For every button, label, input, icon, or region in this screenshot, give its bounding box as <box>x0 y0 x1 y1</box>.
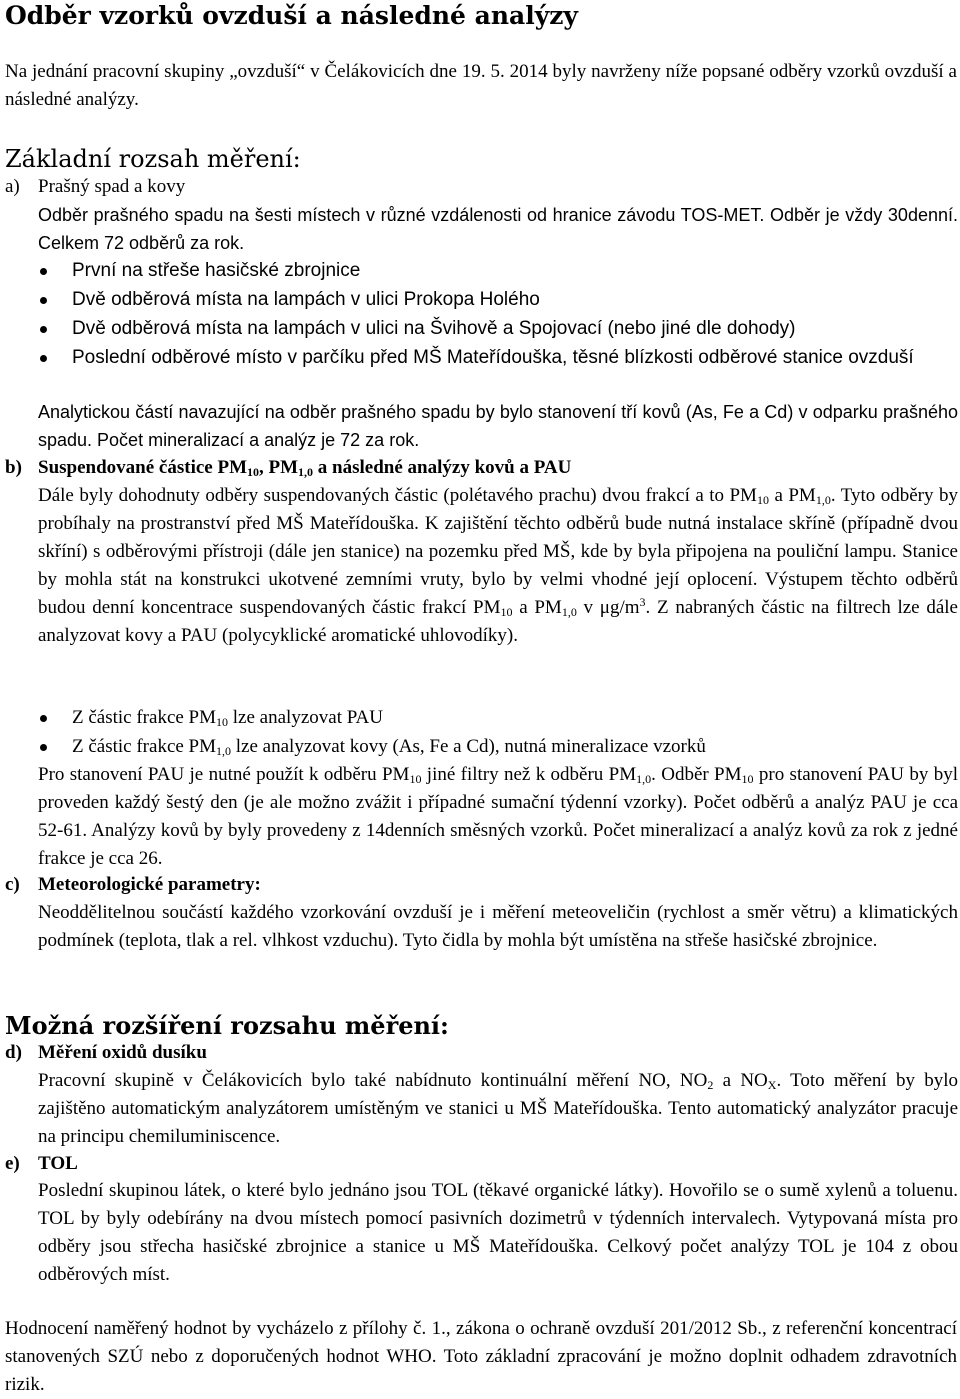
list-item: Z částic frakce $PM_{10}$ lze analyzovat PAU <box>38 704 958 732</box>
section-e-title: TOL <box>38 1153 78 1174</box>
section-d-description: Pracovní skupině v Čelákovicích bylo také nabídnuto kontinuální měření NO, $NO_2$ a $NO_X$. Toto měření by bylo zajištěno automatickým analyzátorem umístěným ve stanici u MŠ Mateřídouška. Tento automatický analyzátor pracuje na principu chemiluminiscence. <box>38 1070 958 1147</box>
list-item: Poslední odběrové místo v parčíku před MŠ Mateřídouška, těsné blízkosti odběrové stanice ovzduší <box>38 344 958 372</box>
section-e-description: Poslední skupinou látek, o které bylo jednáno jsou TOL (těkavé organické látky). Hovořilo se o sumě xylenů a toluenu. TOL by byly odebírány na dvou místech pomocí pasivních dozimetrů v týdenních intervalech. Vytypovaná místa pro odběry jsou střecha hasičské zbrojnice a stanice u MŠ Mateřídouška. Celkový počet analýzy TOL je 104 z obou odběrových míst. <box>38 1180 958 1285</box>
section-a-analysis: Analytickou částí navazující na odběr prašného spadu by bylo stanovení tří kovů (As, Fe a Cd) v odparku prašného spadu. Počet mineralizací a analýz je 72 za rok. <box>38 402 958 450</box>
bullet-icon <box>40 355 47 362</box>
list-item: Dvě odběrová místa na lampách v ulici na Švihově a Spojovací (nebo jiné dle dohody) <box>38 315 958 343</box>
extended-scope-heading: Možná rozšíření rozsahu měření: <box>5 1011 449 1040</box>
section-c-title: Meteorologické parametry: <box>38 874 261 895</box>
section-a-label: a) <box>5 176 20 197</box>
list-item: První na střeše hasičské zbrojnice <box>38 257 958 285</box>
section-d-label: d) <box>5 1042 22 1063</box>
section-b-paragraph-1: Dále byly dohodnuty odběry suspendovaných částic (polétavého prachu) dvou frakcí a to $PM_{10}$ a $PM_{1,0}$. Tyto odběry by probíhaly na prostranství před MŠ Mateřídouška. K zajištění těchto odběrů bude nutná instalace skříně (případně dvou skříní) s odběrovými přístroji (dále jen stanice) na pozemku před MŠ, kde by byla připojena na pouliční lampu. Stanice by mohla stát na konstrukci ukotvené zemními vruty, bylo by velmi vhodné její oplocení. Výstupem těchto odběrů budou denní koncentrace suspendovaných částic frakcí $PM_{10}$ a $PM_{1,0}$ v $\mu g/m^3$. Z nabraných částic na filtrech lze dále analyzovat kovy a PAU (polycyklické aromatické uhlovodíky). <box>38 485 958 646</box>
section-e-label: e) <box>5 1153 20 1174</box>
section-b-label: b) <box>5 457 22 478</box>
intro-paragraph: Na jednání pracovní skupiny „ovzduší“ v Čelákovicích dne 19. 5. 2014 byly navrženy níže popsané odběry vzorků ovzduší a následné analýzy. <box>5 61 957 110</box>
section-b-title: Suspendované částice $PM_{10}$, $PM_{1,0}$ a následné analýzy kovů a PAU <box>38 457 572 479</box>
section-c-description: Neoddělitelnou součástí každého vzorkování ovzduší je i měření meteoveličin (rychlost a směr větru) a klimatických podmínek (teplota, tlak a rel. vlhkost vzduchu). Tyto čidla by mohla být umístěna na střeše hasičské zbrojnice. <box>38 902 958 951</box>
bullet-icon <box>40 297 47 304</box>
section-d-title: Měření oxidů dusíku <box>38 1042 207 1063</box>
basic-scope-heading: Základní rozsah měření: <box>5 145 301 173</box>
section-c-label: c) <box>5 874 20 895</box>
section-a-description: Odběr prašného spadu na šesti místech v různé vzdálenosti od hranice závodu TOS-MET. Odběr je vždy 30denní. Celkem 72 odběrů za rok. <box>38 205 958 253</box>
closing-paragraph: Hodnocení naměřený hodnot by vycházelo z přílohy č. 1., zákona o ochraně ovzduší 201/2012 Sb., z referenční koncentrací stanovených SZÚ nebo z doporučených hodnot WHO. Toto základní zpracování je možno doplnit odhadem zdravotních rizik. <box>5 1318 957 1395</box>
bullet-icon <box>40 268 47 275</box>
document-title: Odběr vzorků ovzduší a následné analýzy <box>5 1 578 30</box>
list-item: Dvě odběrová místa na lampách v ulici Prokopa Holého <box>38 286 958 314</box>
bullet-icon <box>40 326 47 333</box>
section-b-paragraph-2: Pro stanovení PAU je nutné použít k odběru $PM_{10}$ jiné filtry než k odběru $PM_{1,0}$. Odběr $PM_{10}$ pro stanovení PAU by byl proveden každý šestý den (je ale možno zvážit i případné sumační týdenní vzorky). Počet odběrů a analýz PAU je cca 52-61. Analýzy kovů by byly provedeny z 14denních směsných vzorků. Počet mineralizací a analýz kovů za rok z jedné frakce je cca 26. <box>38 764 958 869</box>
bullet-icon <box>40 744 47 751</box>
list-item: Z částic frakce $PM_{1,0}$ lze analyzovat kovy (As, Fe a Cd), nutná mineralizace vzorků <box>38 733 958 761</box>
bullet-icon <box>40 715 47 722</box>
section-a-title: Prašný spad a kovy <box>38 176 186 197</box>
